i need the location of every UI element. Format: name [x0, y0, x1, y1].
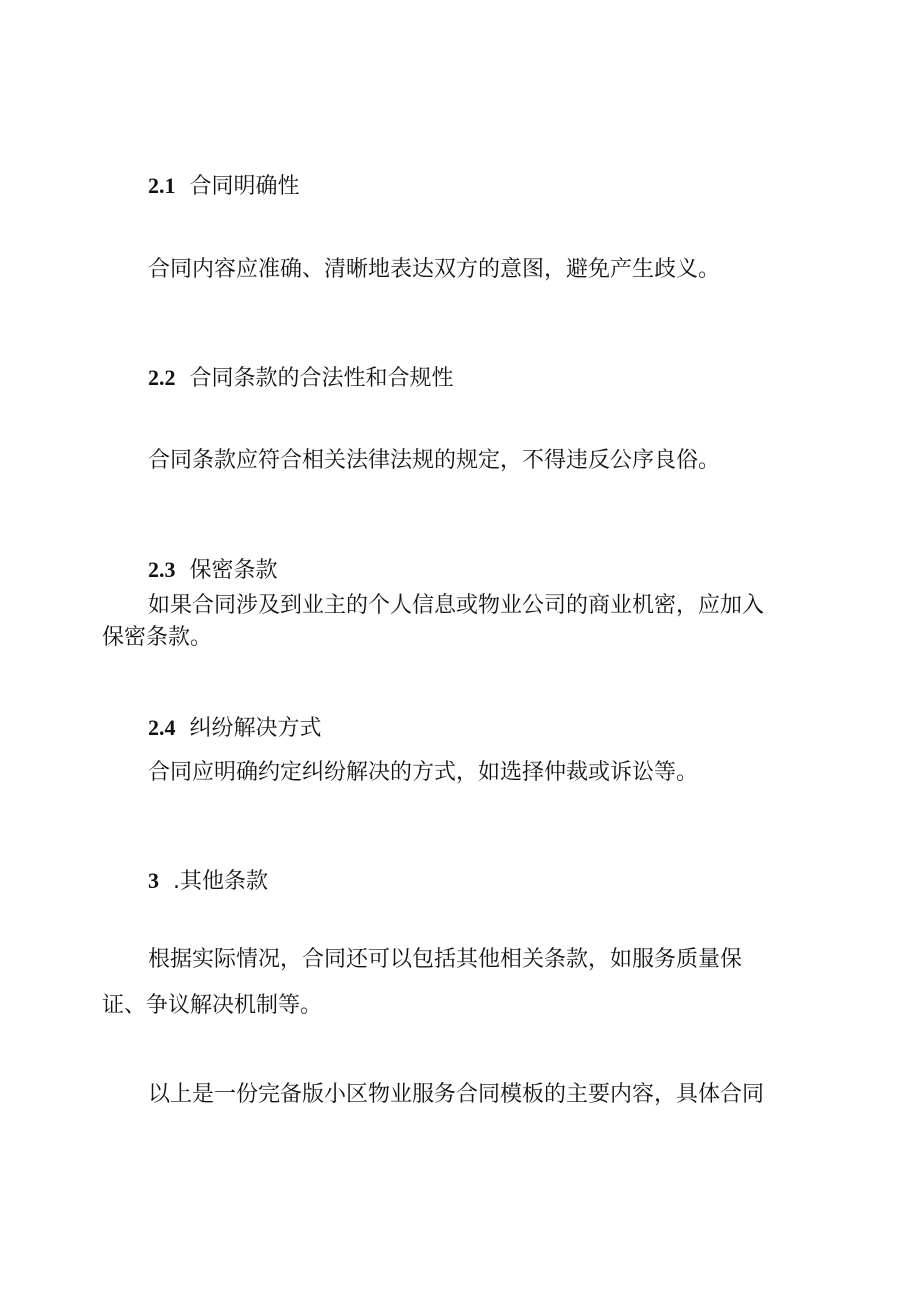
section-number: 2.4: [148, 715, 176, 740]
section-2-4-paragraph: [148, 758, 698, 788]
section-2-3-paragraph: [102, 590, 764, 654]
section-title: 合同明确性: [189, 174, 300, 199]
paragraph-line: 保密条款。: [102, 625, 213, 650]
section-number: 2.2: [148, 365, 176, 390]
section-title: 合同条款的合法性和合规性: [189, 366, 454, 391]
section-2-2-heading: [148, 363, 454, 394]
closing-paragraph: [148, 1080, 764, 1110]
section-3-paragraph: [102, 937, 742, 1029]
section-2-1-paragraph: [148, 255, 720, 285]
paragraph-line: 根据实际情况，合同还可以包括其他相关条款，如服务质量保: [148, 947, 743, 972]
section-number: 3: [148, 868, 159, 893]
section-2-4-heading: [148, 713, 322, 744]
paragraph-line: 合同条款应符合相关法律法规的规定，不得违反公序良俗。: [148, 448, 721, 473]
section-3-heading: [148, 866, 268, 897]
section-title: 纠纷解决方式: [189, 716, 322, 741]
section-title: 保密条款: [189, 558, 278, 583]
section-2-1-heading: [148, 171, 300, 202]
paragraph-line: 以上是一份完备版小区物业服务合同模板的主要内容，具体合同: [148, 1082, 765, 1107]
paragraph-line: 如果合同涉及到业主的个人信息或物业公司的商业机密，应加入: [148, 593, 765, 618]
paragraph-line: 证、争议解决机制等。: [102, 993, 323, 1018]
paragraph-line: 合同内容应准确、清晰地表达双方的意图，避免产生歧义。: [148, 257, 721, 282]
section-2-3-heading: [148, 555, 278, 586]
section-title: .其他条款: [173, 869, 268, 894]
section-2-2-paragraph: [148, 446, 720, 476]
section-number: 2.1: [148, 173, 176, 198]
paragraph-line: 合同应明确约定纠纷解决的方式，如选择仲裁或诉讼等。: [148, 760, 699, 785]
section-number: 2.3: [148, 557, 176, 582]
